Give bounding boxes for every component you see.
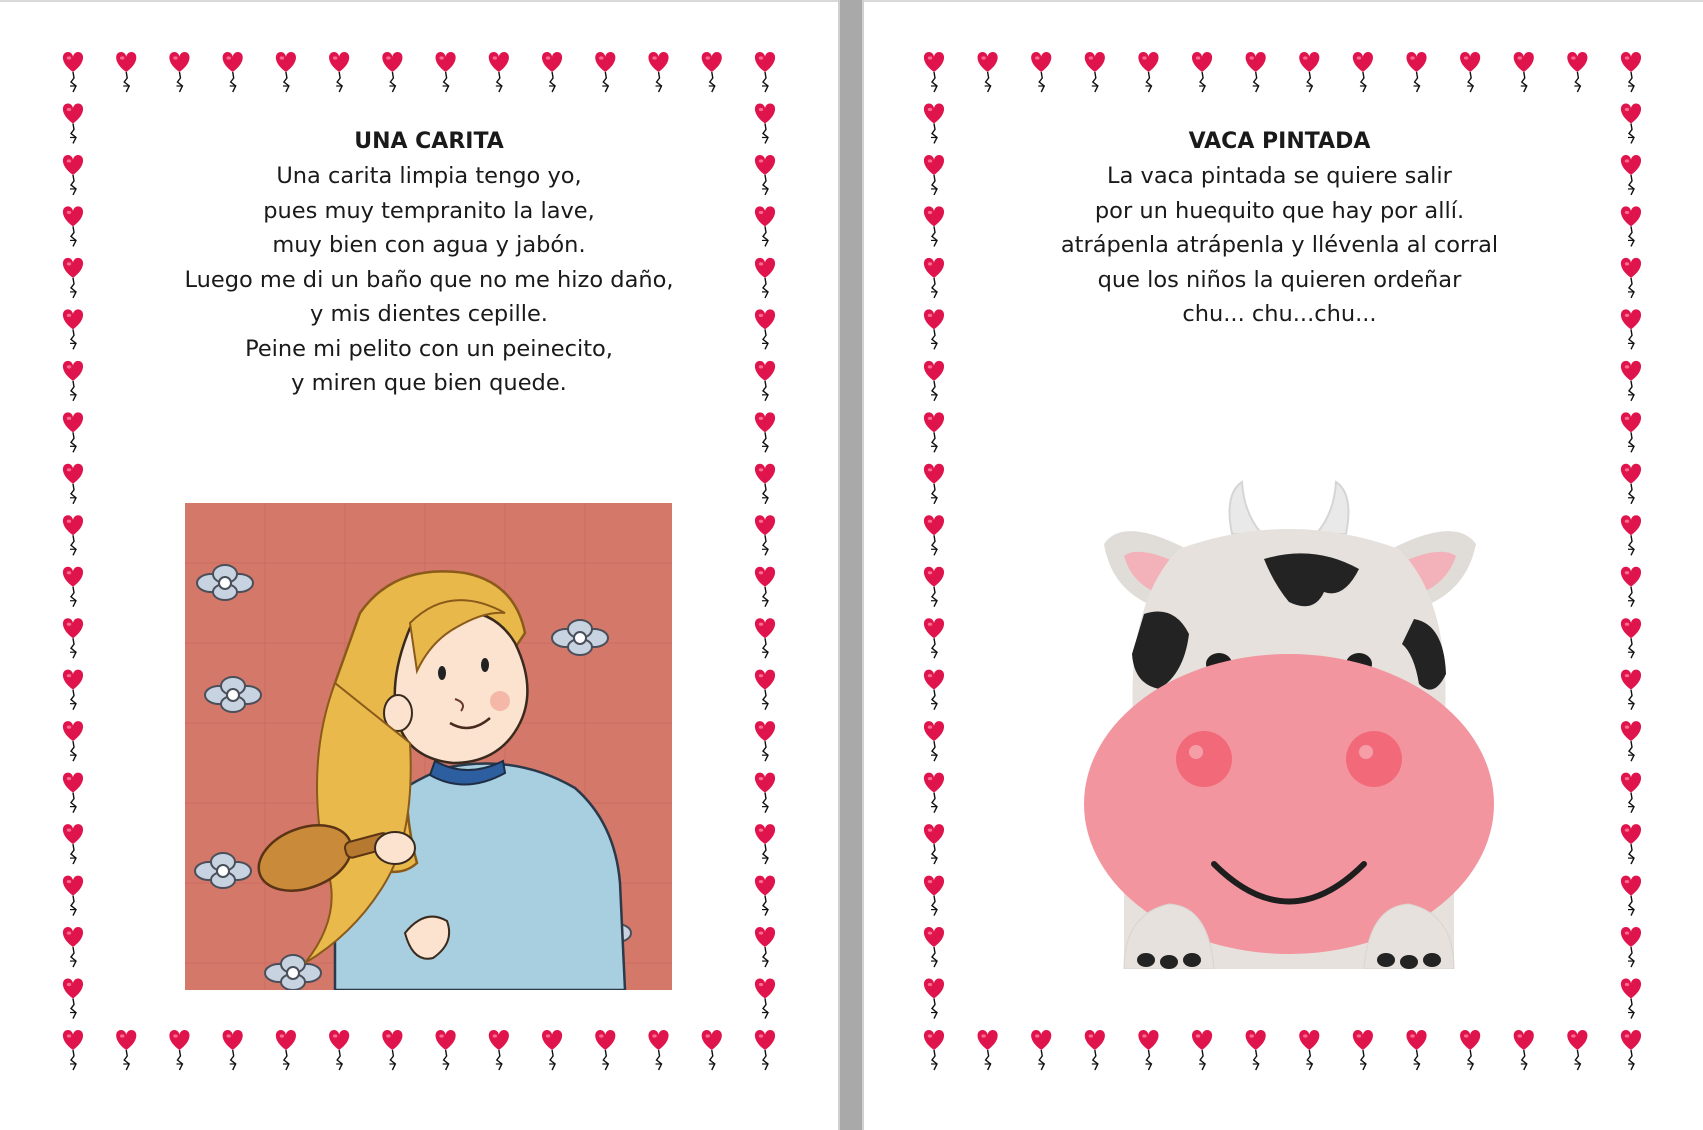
poem-title: VACA PINTADA [1188,129,1371,154]
heart-balloon-icon [924,824,944,864]
heart-balloon-icon [924,670,944,710]
heart-balloon-icon [924,721,944,761]
heart-balloon-icon [755,773,775,813]
heart-balloon-icon [924,618,944,658]
heart-balloon-icon [1085,52,1105,92]
heart-balloon-icon [276,1030,296,1070]
heart-balloon-icon [1621,52,1641,92]
heart-balloon-icon [276,52,296,92]
heart-balloon-icon [1621,876,1641,916]
cow-face-illustration [1084,474,1494,969]
heart-balloon-icon [755,567,775,607]
heart-balloon-icon [223,52,243,92]
heart-balloon-icon [978,52,998,92]
heart-balloon-icon [1621,515,1641,555]
page-separator [838,0,864,1130]
heart-balloon-icon [63,52,83,92]
heart-balloon-icon [436,1030,456,1070]
heart-balloon-icon [1514,52,1534,92]
poem-line: chu... chu...chu... [1182,301,1377,327]
heart-balloon-icon [755,412,775,452]
heart-balloon-icon [1621,567,1641,607]
heart-balloon-icon [1299,1030,1319,1070]
heart-balloon-icon [1138,1030,1158,1070]
heart-balloon-icon [978,1030,998,1070]
heart-balloon-icon [1621,155,1641,195]
heart-balloon-icon [63,618,83,658]
heart-balloon-icon [1514,1030,1534,1070]
heart-balloon-icon [382,52,402,92]
heart-balloon-icon [755,927,775,967]
heart-balloon-icon [924,52,944,92]
heart-balloon-icon [63,206,83,246]
heart-balloon-icon [924,206,944,246]
heart-balloon-icon [63,876,83,916]
heart-balloon-icon [116,52,136,92]
heart-balloon-icon [924,927,944,967]
heart-balloon-icon [1621,309,1641,349]
heart-balloon-icon [1406,52,1426,92]
heart-balloon-icon [1460,1030,1480,1070]
poem-line: muy bien con agua y jabón. [272,232,586,258]
heart-balloon-icon [329,1030,349,1070]
heart-balloon-icon [755,515,775,555]
heart-balloon-icon [755,979,775,1019]
heart-balloon-icon [169,1030,189,1070]
heart-balloon-icon [542,52,562,92]
heart-balloon-icon [648,52,668,92]
heart-balloon-icon [63,824,83,864]
heart-balloon-icon [755,464,775,504]
heart-balloon-icon [755,155,775,195]
heart-balloon-icon [329,52,349,92]
heart-balloon-icon [1246,1030,1266,1070]
heart-balloon-icon [63,1030,83,1070]
heart-balloon-icon [924,464,944,504]
heart-balloon-icon [169,52,189,92]
heart-balloon-icon [1353,1030,1373,1070]
heart-balloon-icon [63,721,83,761]
heart-balloon-icon [755,52,775,92]
heart-balloon-icon [63,464,83,504]
page-vaca-pintada[interactable] [864,2,1703,1130]
poem-line: La vaca pintada se quiere salir [1107,163,1452,189]
heart-balloon-icon [924,155,944,195]
heart-balloon-icon [924,412,944,452]
heart-balloon-icon [702,52,722,92]
heart-balloon-icon [1621,258,1641,298]
heart-balloon-icon [1621,824,1641,864]
heart-balloon-icon [1621,670,1641,710]
heart-balloon-icon [924,979,944,1019]
heart-balloon-icon [63,927,83,967]
heart-balloon-icon [436,52,456,92]
heart-balloon-icon [1031,1030,1051,1070]
heart-balloon-icon [755,103,775,143]
poem-una-carita [110,125,748,401]
heart-balloon-icon [1621,618,1641,658]
heart-balloon-icon [63,515,83,555]
poem-line: y mis dientes cepille. [310,301,548,327]
heart-balloon-icon [1621,206,1641,246]
heart-balloon-icon [1085,1030,1105,1070]
heart-balloon-icon [1621,979,1641,1019]
poem-line: por un huequito que hay por allí. [1094,197,1465,224]
poem-line: pues muy tempranito la lave, [263,197,595,224]
heart-balloon-icon [755,361,775,401]
heart-balloon-icon [1621,464,1641,504]
heart-balloon-icon [1621,361,1641,401]
heart-balloon-icon [1192,1030,1212,1070]
heart-balloon-icon [755,824,775,864]
heart-balloon-icon [924,361,944,401]
heart-balloon-icon [542,1030,562,1070]
heart-balloon-icon [755,1030,775,1070]
heart-balloon-icon [924,258,944,298]
heart-balloon-icon [1353,52,1373,92]
poem-line: y miren que bien quede. [291,370,567,396]
heart-balloon-icon [1567,52,1587,92]
heart-balloon-icon [63,979,83,1019]
poem-line: Una carita limpia tengo yo, [276,163,582,189]
heart-balloon-icon [489,52,509,92]
poem-line: Luego me di un baño que no me hizo daño, [184,266,674,293]
heart-balloon-icon [755,309,775,349]
poem-line: Peine mi pelito con un peinecito, [245,335,613,362]
heart-balloon-icon [1299,52,1319,92]
heart-balloon-icon [595,52,615,92]
heart-balloon-icon [1621,773,1641,813]
heart-balloon-icon [924,567,944,607]
heart-balloon-icon [63,773,83,813]
heart-balloon-icon [1406,1030,1426,1070]
poem-vaca-pintada [964,125,1595,332]
heart-balloon-icon [1621,927,1641,967]
heart-balloon-icon [648,1030,668,1070]
heart-balloon-icon [1621,1030,1641,1070]
heart-balloon-icon [1192,52,1212,92]
heart-balloon-icon [116,1030,136,1070]
heart-balloon-icon [1460,52,1480,92]
heart-balloon-icon [924,1030,944,1070]
heart-balloon-icon [63,670,83,710]
heart-balloon-icon [63,103,83,143]
heart-balloon-icon [63,155,83,195]
heart-balloon-icon [223,1030,243,1070]
heart-balloon-icon [924,309,944,349]
heart-balloon-icon [1621,412,1641,452]
heart-balloon-icon [702,1030,722,1070]
heart-balloon-icon [63,567,83,607]
heart-balloon-icon [1621,721,1641,761]
heart-balloon-icon [63,258,83,298]
heart-balloon-icon [755,670,775,710]
heart-balloon-icon [489,1030,509,1070]
heart-balloon-icon [924,876,944,916]
heart-balloon-icon [924,515,944,555]
heart-balloon-icon [1031,52,1051,92]
page-una-carita[interactable] [0,2,838,1130]
heart-balloon-icon [595,1030,615,1070]
heart-balloon-icon [63,412,83,452]
heart-balloon-icon [755,721,775,761]
heart-balloon-icon [924,103,944,143]
heart-balloon-icon [1246,52,1266,92]
heart-balloon-icon [382,1030,402,1070]
heart-balloon-icon [924,773,944,813]
heart-balloon-icon [755,876,775,916]
heart-balloon-icon [755,258,775,298]
heart-balloon-icon [63,309,83,349]
poem-line: atrápenla atrápenla y llévenla al corral [1060,232,1499,258]
poem-line: que los niños la quieren ordeñar [1097,266,1462,293]
heart-balloon-icon [63,361,83,401]
heart-balloon-icon [1567,1030,1587,1070]
child-brushing-hair-illustration [185,503,672,990]
heart-balloon-icon [1138,52,1158,92]
heart-balloon-icon [1621,103,1641,143]
heart-balloon-icon [755,618,775,658]
poem-title: UNA CARITA [354,129,504,154]
heart-balloon-icon [755,206,775,246]
